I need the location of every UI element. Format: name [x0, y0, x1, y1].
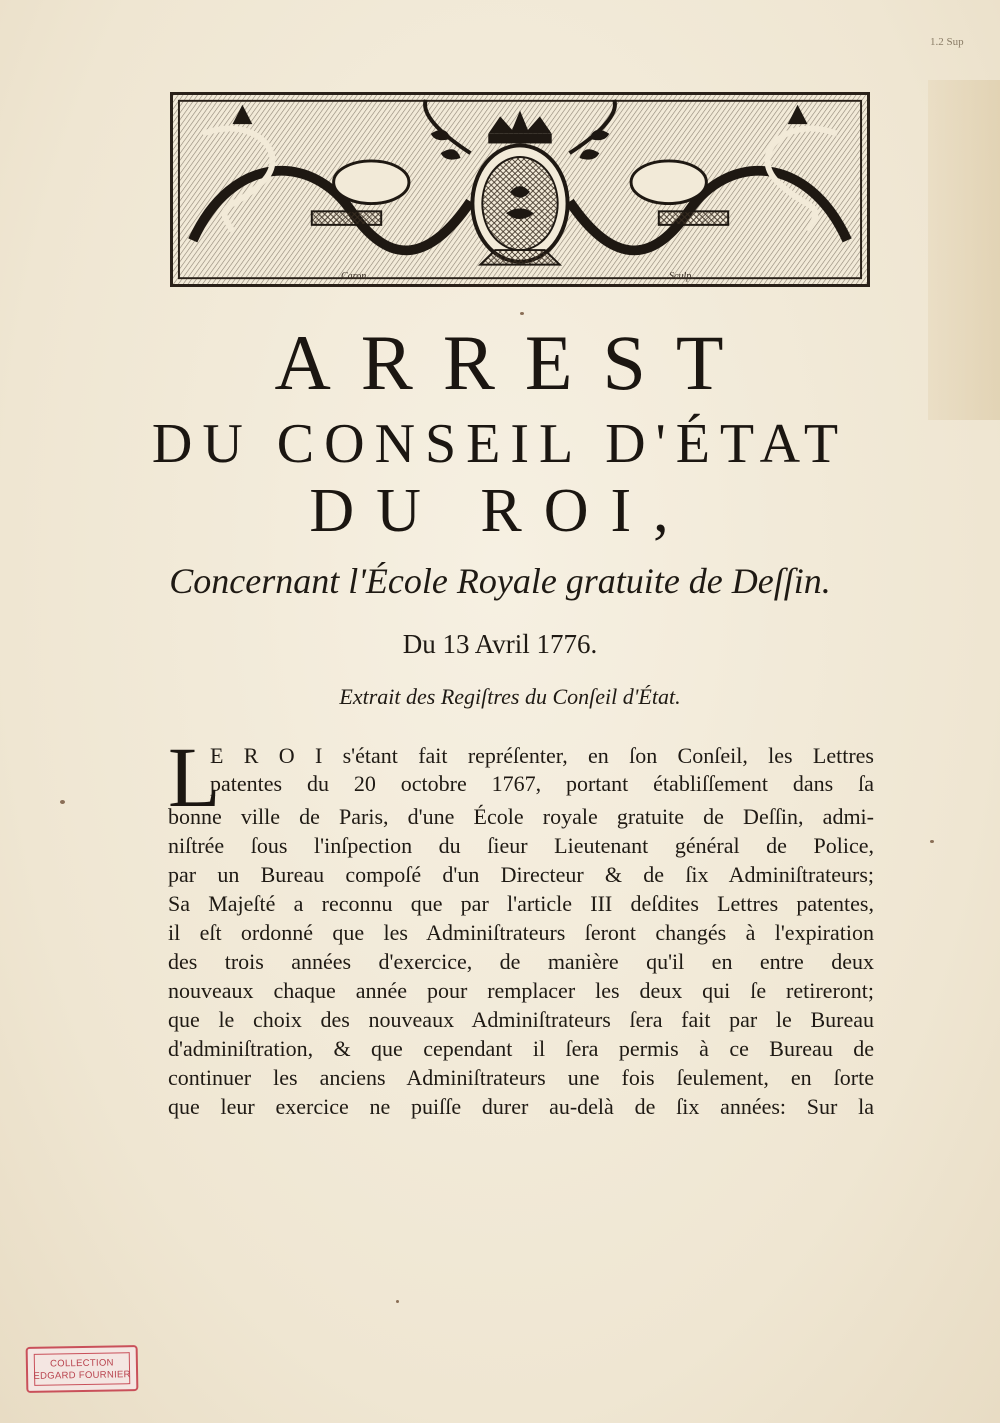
stamp-line-owner: EDGARD FOURNIER [33, 1368, 131, 1382]
ornamental-headpiece [170, 92, 870, 287]
body-text-line: que le choix des nouveaux Adminiſtrateurs ſera fait par le Bureau [168, 1007, 874, 1032]
body-text-line: il eſt ordonné que les Adminiſtrateurs ſeront changés à l'expiration [168, 920, 874, 945]
body-text-line: d'adminiſtration, & que cependant il ſera permis à ce Bureau de [168, 1036, 874, 1061]
paper-speck [930, 840, 934, 843]
collection-stamp-frame [34, 1352, 131, 1386]
body-text-line: par un Bureau compoſé d'un Directeur & de ſix Adminiſtrateurs; [168, 862, 874, 887]
paper-speck [520, 312, 524, 315]
title-arrest: ARREST [274, 319, 754, 406]
body-text-line: nouveaux chaque année pour remplacer les deux qui ſe retireront; [168, 978, 874, 1003]
body-text-line: continuer les anciens Adminiſtrateurs une fois ſeulement, en ſorte [168, 1065, 874, 1090]
body-text-line: Sa Majeſté a reconnu que par l'article III deſdites Lettres patentes, [168, 891, 874, 916]
stamp-line-collection: COLLECTION [49, 1356, 114, 1370]
body-text-line: E R O I s'étant fait repréſenter, en ſon Conſeil, les Lettres [210, 743, 874, 768]
body-text-line: patentes du 20 octobre 1767, portant établiſſement dans ſa [210, 771, 874, 796]
paper-speck [396, 1300, 399, 1303]
title-du-conseil: DU CONSEIL D'ÉTAT [151, 413, 849, 475]
corner-annotation: 1.2 Sup [930, 36, 964, 48]
engraver-sculp-mark: Sculp. [669, 271, 694, 282]
body-text-line: bonne ville de Paris, d'une École royale gratuite de Deſſin, admi- [168, 804, 874, 829]
paper-speck [60, 800, 65, 804]
collection-stamp [26, 1345, 139, 1393]
date-line: Du 13 Avril 1776. [402, 629, 598, 659]
drop-cap: L [168, 729, 221, 825]
body-text-line: des trois années d'exercice, de manière qu'il en entre deux [168, 949, 874, 974]
body-text-line: que leur exercice ne puiſſe durer au-delà de ſix années: Sur la [168, 1094, 874, 1119]
headpiece-engraving [173, 95, 867, 284]
engraver-signature: Caron [341, 271, 367, 282]
extract-heading: Extrait des Regiſtres du Conſeil d'État. [339, 684, 681, 709]
title-du-roi: DU ROI, [309, 477, 691, 545]
body-text-line: niſtrée ſous l'inſpection du ſieur Lieutenant général de Police, [168, 833, 874, 858]
subject-line: Concernant l'École Royale gratuite de Deſſin. [169, 561, 831, 601]
